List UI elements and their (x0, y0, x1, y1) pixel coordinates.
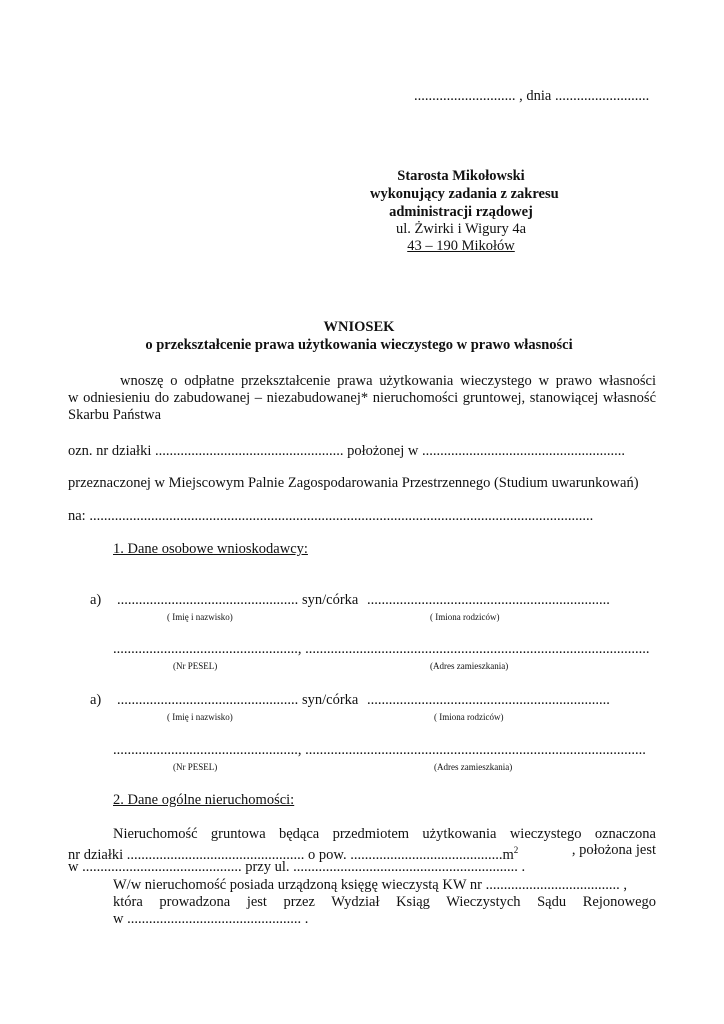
date-line: ............................ , dnia .......................... (414, 88, 650, 104)
land-register-line-3: w ................................................ . (113, 911, 309, 927)
property-line-2-end: , położona jest (571, 842, 656, 858)
addressee-postal: 43 – 190 Mikołów (407, 238, 515, 254)
name-caption: ( Imię i nazwisko) (167, 612, 233, 622)
document-subtitle: o przekształcenie prawa użytkowania wieczystego w prawo własności (145, 337, 573, 353)
intro-line-3: Skarbu Państwa (68, 407, 162, 423)
applicant-relation: syn/córka (302, 592, 359, 608)
intro-line-2: w odniesieniu do zabudowanej – niezabudowanej* nieruchomości gruntowej, stanowiącej własność (68, 390, 656, 406)
addressee-line-2: wykonujący zadania z zakresu (370, 186, 559, 202)
applicant-parents-dots: ................................................................... (367, 592, 610, 608)
addressee-line-3: administracji rządowej (389, 204, 533, 220)
addressee-line-5 (370, 238, 552, 255)
property-line-2-main: nr działki ................................................. o pow. ..........................................m (68, 846, 514, 863)
plot-number-line: ozn. nr działki .................................................... położonej w ........................................................ (68, 443, 625, 459)
land-register-line-2: która prowadzona jest przez Wydział Ksiąg Wieczystych Sądu Rejonowego (113, 894, 656, 910)
square-superscript: 2 (513, 845, 519, 855)
purpose-line: przeznaczonej w Miejscowym Palnie Zagospodarowania Przestrzennego (Studium uwarunkowań) (68, 475, 639, 491)
addressee-line-4: ul. Żwirki i Wigury 4a (395, 221, 527, 237)
applicant-name-dots: .................................................. (117, 592, 299, 608)
addressee-line-1: Starosta Mikołowski (397, 168, 525, 184)
applicant-letter: a) (90, 692, 102, 708)
section-2-heading: 2. Dane ogólne nieruchomości: (113, 792, 295, 808)
pesel-address-line: ..................................................., .............................................................................................. (113, 742, 646, 758)
applicant-name-dots: .................................................. (117, 692, 299, 708)
address-caption: (Adres zamieszkania) (434, 762, 513, 772)
pesel-address-line: ..................................................., ............................................................................................... (113, 641, 650, 657)
land-register-line-1: W/w nieruchomość posiada urządzoną księgę wieczystą KW nr ..................................... , (113, 877, 627, 893)
parents-caption: ( Imiona rodziców) (430, 612, 500, 622)
pesel-caption: (Nr PESEL) (173, 762, 218, 772)
na-line: na: ........................................................................................................................................... (68, 508, 594, 524)
applicant-letter: a) (90, 592, 102, 608)
intro-line-1: wnoszę o odpłatne przekształcenie prawa użytkowania wieczystego w prawo własności (120, 373, 656, 389)
section-1-heading: 1. Dane osobowe wnioskodawcy: (113, 541, 308, 557)
applicant-relation: syn/córka (302, 692, 359, 708)
pesel-caption: (Nr PESEL) (173, 661, 218, 671)
property-line-1: Nieruchomość gruntowa będąca przedmiotem użytkowania wieczystego oznaczona (113, 826, 656, 842)
address-caption: (Adres zamieszkania) (430, 661, 509, 671)
parents-caption: ( Imiona rodziców) (434, 712, 504, 722)
property-line-3: w ............................................ przy ul. .............................................................. . (68, 859, 526, 875)
name-caption: ( Imię i nazwisko) (167, 712, 233, 722)
document-title: WNIOSEK (323, 319, 395, 335)
applicant-parents-dots: ................................................................... (367, 692, 610, 708)
